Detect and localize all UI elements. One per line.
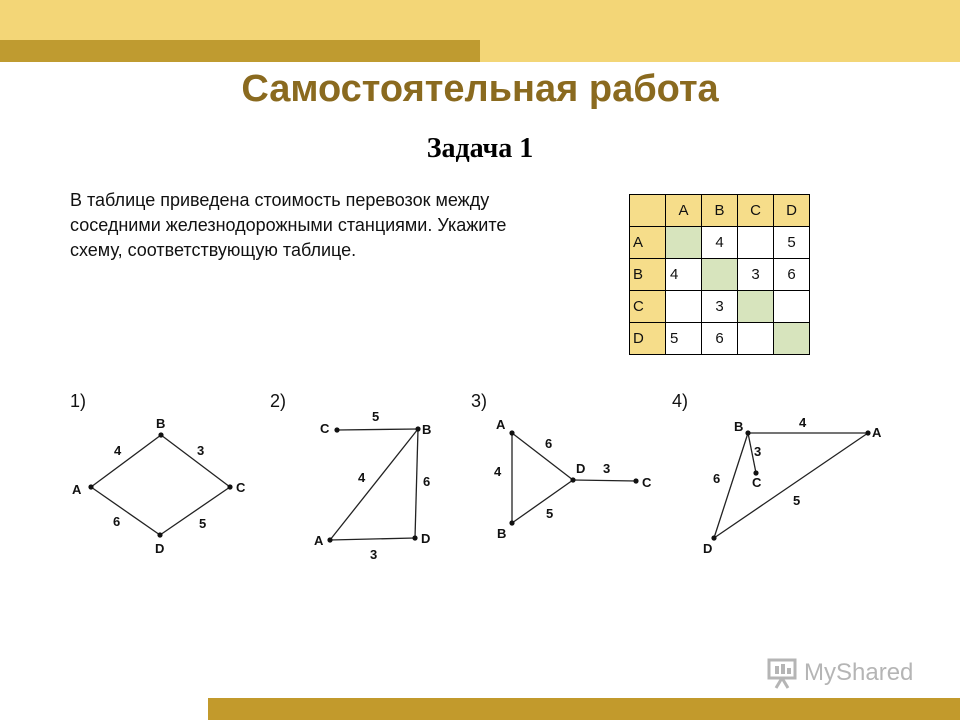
graph-2 (314, 409, 431, 562)
edge-weight: 3 (370, 547, 378, 562)
edge-b-c (161, 435, 230, 487)
node-label: D (421, 531, 431, 546)
node-label: B (156, 416, 166, 431)
node-dot (633, 478, 638, 483)
edge-d-c (573, 480, 636, 481)
slide-title: Самостоятельная работа (241, 68, 719, 110)
edge-c-b (337, 429, 418, 430)
edge-weight: 4 (114, 443, 122, 458)
node-label: D (155, 541, 165, 556)
node-dot (227, 484, 232, 489)
column-header: D (774, 195, 810, 227)
edge-weight: 3 (603, 461, 611, 476)
node-label: A (72, 482, 82, 497)
watermark-logo (766, 656, 926, 692)
node-label: B (497, 526, 507, 541)
table-cell: 5 (774, 227, 810, 259)
task-text: В таблице приведена стоимость перевозок между соседними железнодорожными станциями. Укажите схему, соответствующую таблице. (70, 190, 507, 260)
node-dot (412, 535, 417, 540)
node-label: C (236, 480, 246, 495)
edge-b-d (512, 480, 573, 523)
presentation-board-icon (766, 656, 800, 690)
edge-a-d (330, 538, 415, 540)
edge-a-d (91, 487, 160, 535)
node-dot (570, 477, 575, 482)
node-label: C (642, 475, 652, 490)
row-header: A (630, 227, 666, 259)
node-dot (745, 430, 750, 435)
node-label: C (320, 421, 330, 436)
edge-a-b (330, 429, 418, 540)
node-dot (711, 535, 716, 540)
task-heading: Задача 1 (426, 133, 534, 164)
option-label-3: 3) (471, 391, 488, 411)
node-dot (509, 430, 514, 435)
table-cell: 6 (774, 259, 810, 291)
edge-weight: 3 (754, 444, 762, 459)
table-cell: 3 (702, 291, 738, 323)
node-dot (88, 484, 93, 489)
table-cell: 5 (666, 323, 702, 355)
graph-1 (72, 416, 246, 556)
node-label: D (576, 461, 586, 476)
node-label: A (496, 417, 506, 432)
row-header: C (630, 291, 666, 323)
row-header: B (630, 259, 666, 291)
edge-weight: 5 (372, 409, 380, 424)
node-label: B (422, 422, 432, 437)
edge-a-b (91, 435, 161, 487)
table-cell: 3 (738, 259, 774, 291)
edge-d-c (160, 487, 230, 535)
edge-weight: 6 (545, 436, 553, 451)
edge-weight: 6 (423, 474, 431, 489)
node-label: C (752, 475, 762, 490)
node-dot (415, 426, 420, 431)
option-label-1: 1) (70, 391, 87, 411)
edge-weight: 3 (197, 443, 205, 458)
node-label: A (872, 425, 882, 440)
column-header: B (702, 195, 738, 227)
node-dot (509, 520, 514, 525)
node-dot (158, 432, 163, 437)
graph-4 (703, 415, 882, 556)
row-header: D (630, 323, 666, 355)
node-dot (865, 430, 870, 435)
graph-3 (494, 417, 652, 541)
column-header: C (738, 195, 774, 227)
edge-weight: 5 (793, 493, 801, 508)
edge-d-a (714, 433, 868, 538)
option-label-2: 2) (270, 391, 287, 411)
watermark-text: MyShared (804, 659, 914, 686)
table-cell: 6 (702, 323, 738, 355)
edge-weight: 6 (713, 471, 721, 486)
table-cell: 4 (702, 227, 738, 259)
node-dot (334, 427, 339, 432)
column-header: A (666, 195, 702, 227)
edge-weight: 4 (358, 470, 366, 485)
edge-weight: 4 (799, 415, 807, 430)
node-dot (327, 537, 332, 542)
node-label: A (314, 533, 324, 548)
edge-weight: 5 (199, 516, 207, 531)
table-cell: 4 (666, 259, 702, 291)
node-label: B (734, 419, 744, 434)
edge-weight: 4 (494, 464, 502, 479)
edge-weight: 5 (546, 506, 554, 521)
edge-b-d (415, 429, 418, 538)
edge-weight: 6 (113, 514, 121, 529)
option-label-4: 4) (672, 391, 689, 411)
node-dot (157, 532, 162, 537)
edge-a-d (512, 433, 573, 480)
node-label: D (703, 541, 713, 556)
